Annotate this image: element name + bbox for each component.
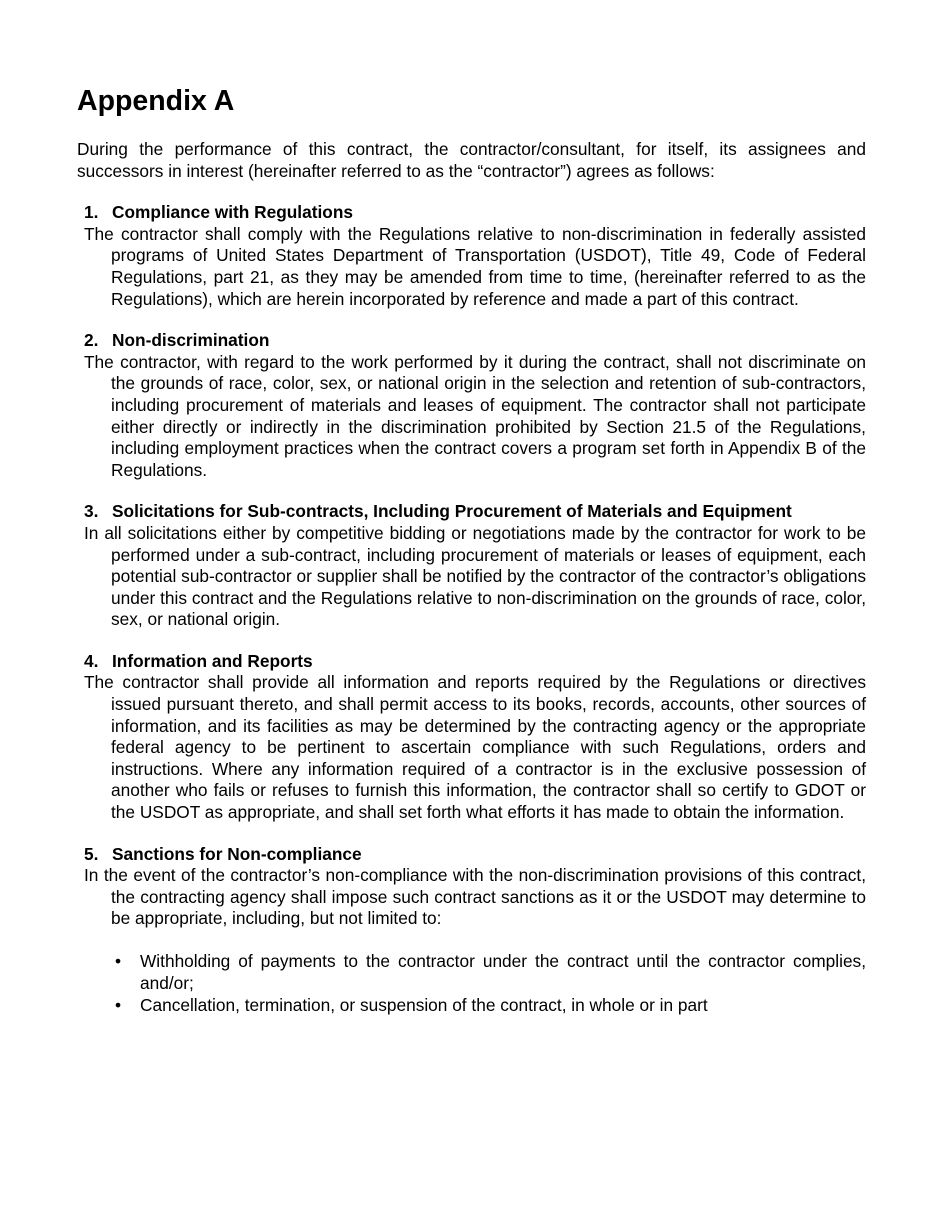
- list-item: [115, 951, 866, 994]
- section-title: Sanctions for Non-compliance: [112, 843, 362, 864]
- section-title: Solicitations for Sub-contracts, Including Procurement of Materials and Equipment: [112, 501, 792, 522]
- list-item-text: Cancellation, termination, or suspension of the contract, in whole or in part: [140, 995, 708, 1016]
- list-item: [115, 995, 866, 1017]
- section-title: Compliance with Regulations: [112, 202, 354, 223]
- section-sanctions: [84, 844, 866, 1017]
- section-number: 1.: [84, 202, 99, 223]
- section-non-discrimination: [84, 330, 866, 481]
- section-body: In all solicitations either by competitive bidding or negotiations made by the contractor for work to be performed under a sub-contract, including procurement of materials or leases of equipment, each potential sub-contractor or supplier shall be notified by the contractor of the contractor’s obligations under this contract and the Regulations relative to non-discrimination on the grounds of race, color, sex, or national origin.: [84, 522, 866, 630]
- section-number: 5.: [84, 843, 99, 864]
- section-heading: [84, 330, 866, 352]
- section-body: The contractor shall provide all information and reports required by the Regulations or directives issued pursuant thereto, and shall permit access to its books, records, accounts, other sources of information, and its facilities as may be determined by the contracting agency or the appropriate federal agency to be pertinent to ascertain compliance with such Regulations, orders and instructions. Where any information required of a contractor is in the exclusive possession of another who fails or refuses to furnish this information, the contractor shall so certify to GDOT or the USDOT as appropriate, and shall set forth what efforts it has made to obtain the information.: [84, 672, 866, 823]
- sanctions-list: [84, 951, 866, 1017]
- section-number: 2.: [84, 330, 99, 351]
- section-title: Non-discrimination: [112, 330, 270, 351]
- list-item-text: Withholding of payments to the contractor under the contract until the contractor complies, and/or;: [140, 951, 866, 993]
- section-heading: [84, 501, 866, 523]
- bullet-icon: •: [115, 951, 122, 971]
- section-body: The contractor, with regard to the work performed by it during the contract, shall not discriminate on the grounds of race, color, sex, or national origin in the selection and retention of sub-contractors, including procurement of materials and leases of equipment. The contractor shall not participate either directly or indirectly in the discrimination prohibited by Section 21.5 of the Regulations, including employment practices when the contract covers a program set forth in Appendix B of the Regulations.: [84, 351, 866, 480]
- section-heading: [84, 651, 866, 673]
- section-information-reports: [84, 651, 866, 824]
- intro-paragraph: During the performance of this contract, the contractor/consultant, for itself, its assignees and successors in interest (hereinafter referred to as the “contractor”) agrees as follows:: [77, 139, 866, 181]
- section-body: In the event of the contractor’s non-compliance with the non-discrimination provisions of this contract, the contracting agency shall impose such contract sanctions as it or the USDOT may determine to be appropriate, including, but not limited to:: [84, 865, 866, 929]
- section-title: Information and Reports: [112, 650, 313, 671]
- section-solicitations: [84, 501, 866, 631]
- section-compliance: [84, 202, 866, 310]
- document-page: [77, 84, 866, 1018]
- section-number: 4.: [84, 650, 99, 671]
- section-body: The contractor shall comply with the Regulations relative to non-discrimination in federally assisted programs of United States Department of Transportation (USDOT), Title 49, Code of Federal Regulations, part 21, as they may be amended from time to time, (hereinafter referred to as the Regulations), which are herein incorporated by reference and made a part of this contract.: [84, 223, 866, 309]
- section-heading: [84, 202, 866, 224]
- section-heading: [84, 844, 866, 866]
- section-number: 3.: [84, 501, 99, 522]
- page-title: Appendix A: [77, 85, 235, 117]
- bullet-icon: •: [115, 995, 122, 1016]
